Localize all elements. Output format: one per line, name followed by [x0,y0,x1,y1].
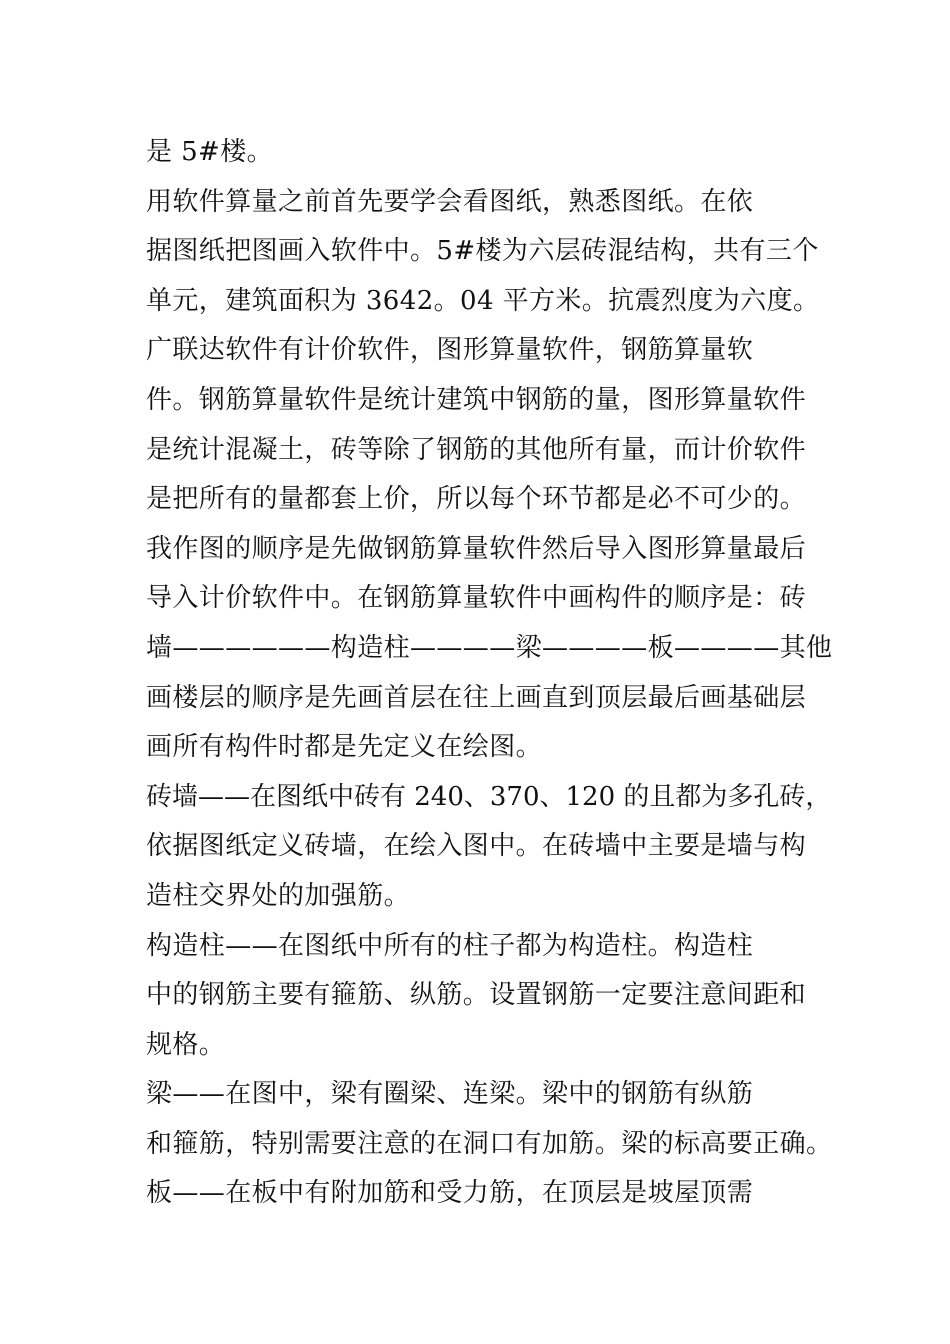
text-line: 墙——————构造柱————梁————板————其他 [146,632,833,663]
text-line: 砖墙——在图纸中砖有 240、370、120 的且都为多孔砖， [146,781,832,812]
text-line: 画所有构件时都是先定义在绘图。 [146,732,543,763]
text-line: 画楼层的顺序是先画首层在往上画直到顶层最后画基础层 [146,682,807,713]
document-body [146,128,836,1219]
text-line: 我作图的顺序是先做钢筋算量软件然后导入图形算量最后 [146,533,807,564]
text-line: 规格。 [146,1029,226,1060]
text-line: 是 5#楼。 [146,137,273,167]
text-line: 板——在板中有附加筋和受力筋，在顶层是坡屋顶需 [146,1178,754,1209]
text-line: 是统计混凝土，砖等除了钢筋的其他所有量，而计价软件 [146,434,807,465]
text-line: 梁——在图中，梁有圈梁、连梁。梁中的钢筋有纵筋 [146,1079,754,1110]
text-line: 单元，建筑面积为 3642。04 平方米。抗震烈度为六度。 [146,285,820,316]
text-line: 广联达软件有计价软件，图形算量软件，钢筋算量软 [146,335,754,366]
text-line: 和箍筋，特别需要注意的在洞口有加筋。梁的标高要正确。 [146,1128,833,1159]
text-line: 据图纸把图画入软件中。5#楼为六层砖混结构，共有三个 [146,236,819,267]
text-line: 导入计价软件中。在钢筋算量软件中画构件的顺序是：砖 [146,583,807,614]
text-line: 是把所有的量都套上价，所以每个环节都是必不可少的。 [146,484,807,515]
text-line: 造柱交界处的加强筋。 [146,880,411,911]
text-line: 构造柱——在图纸中所有的柱子都为构造柱。构造柱 [146,930,754,961]
text-line: 件。钢筋算量软件是统计建筑中钢筋的量，图形算量软件 [146,384,807,415]
text-line: 中的钢筋主要有箍筋、纵筋。设置钢筋一定要注意间距和 [146,980,807,1011]
text-line: 依据图纸定义砖墙，在绘入图中。在砖墙中主要是墙与构 [146,831,807,862]
text-line: 用软件算量之前首先要学会看图纸，熟悉图纸。在依 [146,186,754,217]
